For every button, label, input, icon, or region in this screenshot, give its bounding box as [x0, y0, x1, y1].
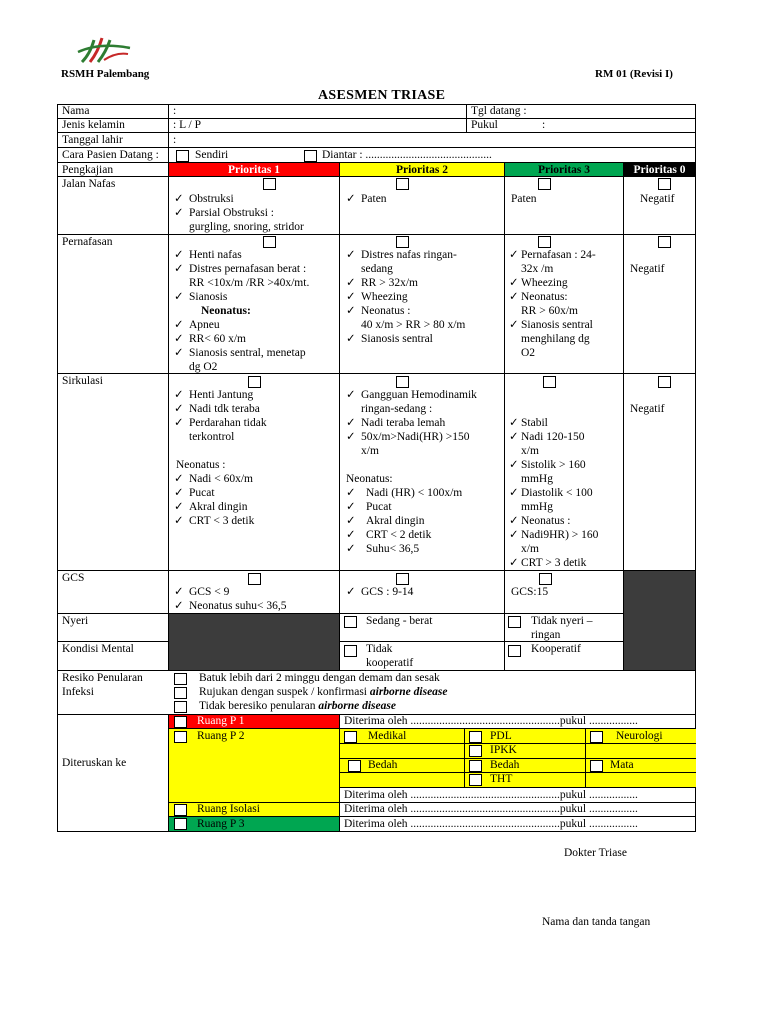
pernafasan-p2-list: [346, 248, 501, 346]
jalan-nafas-p1-list: [174, 192, 336, 234]
infeksi-opt2-checkbox[interactable]: [174, 687, 187, 699]
ruang-p1-label: Ruang P 1: [197, 715, 245, 727]
check-icon: ✓: [174, 207, 184, 219]
nyeri-label: Nyeri: [62, 615, 89, 627]
infeksi-opt3-text: Tidak beresiko penularan airborne disease: [199, 700, 396, 712]
ipkk-label: IPKK: [490, 744, 517, 756]
diterima-isolasi[interactable]: Diterima oleh ....................................................pukul .................: [344, 803, 638, 815]
list-item: ✓ CRT > 3 detik: [509, 557, 587, 569]
list-item: x/m: [521, 445, 539, 457]
list-item: ✓ Parsial Obstruksi :: [174, 207, 274, 219]
list-item: ✓ Sianosis: [174, 291, 228, 303]
check-icon: ✓: [174, 263, 184, 275]
list-item: Neonatus :: [176, 459, 226, 471]
check-icon: ✓: [174, 249, 184, 261]
list-item: ✓ Neonatus :: [509, 515, 571, 527]
gcs-p0-shaded: [624, 571, 695, 670]
pukul-label: Pukul: [471, 119, 498, 131]
check-icon: ✓: [346, 487, 356, 499]
hospital-logo: [76, 34, 134, 64]
list-item: ✓ Wheezing: [509, 277, 568, 289]
list-item: mmHg: [521, 473, 553, 485]
list-item: menghilang dg: [521, 333, 590, 345]
check-icon: ✓: [509, 515, 519, 527]
sendiri-label: Sendiri: [195, 149, 229, 161]
list-item: ✓ Apneu: [174, 319, 220, 331]
ruang-p2-checkbox[interactable]: [174, 731, 187, 743]
list-item: ringan-sedang :: [361, 403, 433, 415]
ruang-p2-label: Ruang P 2: [197, 730, 245, 742]
list-item: Neonatus:: [201, 305, 251, 317]
resiko-infeksi-label-1: Resiko Penularan: [62, 672, 143, 684]
list-item: x/m: [521, 543, 539, 555]
pukul-field[interactable]: :: [542, 119, 546, 131]
check-icon: ✓: [509, 249, 519, 261]
pernafasan-p1-list: [174, 248, 336, 374]
check-icon: ✓: [346, 389, 356, 401]
list-item: ✓ Diastolik < 100: [509, 487, 593, 499]
check-icon: ✓: [346, 291, 356, 303]
ruang-p3-checkbox[interactable]: [174, 818, 187, 830]
bedah-checkbox[interactable]: [348, 760, 361, 772]
list-item: ✓ Sistolik > 160: [509, 459, 586, 471]
check-icon: ✓: [346, 333, 356, 345]
diterima-p1[interactable]: Diterima oleh ....................................................pukul .................: [344, 715, 638, 727]
list-item: Neonatus:: [346, 473, 393, 485]
sirkulasi-label: Sirkulasi: [62, 375, 103, 387]
list-item: ✓ Akral dingin: [174, 501, 248, 513]
bedah-2-checkbox[interactable]: [469, 760, 482, 772]
gcs-p1-checkbox[interactable]: [248, 573, 261, 585]
list-item: ✓ Pernafasan : 24-: [509, 249, 596, 261]
list-item: x/m: [361, 445, 379, 457]
ruang-p2-fill: [169, 729, 339, 802]
kondisi-mental-label: Kondisi Mental: [62, 643, 134, 655]
nyeri-p3-checkbox[interactable]: [508, 616, 521, 628]
check-icon: ✓: [509, 431, 519, 443]
nyeri-p2-text: Sedang - berat: [366, 615, 433, 627]
tgl-datang-label[interactable]: Tgl datang :: [471, 105, 527, 117]
list-item: ✓ Distres nafas ringan-: [346, 249, 457, 261]
nama-label: Nama: [62, 105, 90, 117]
check-icon: ✓: [346, 515, 356, 527]
list-item: ✓ Henti nafas: [174, 249, 242, 261]
list-item: ✓ Neonatus:: [509, 291, 568, 303]
mental-p3-checkbox[interactable]: [508, 645, 521, 657]
gcs-p3-text: GCS:15: [511, 586, 549, 598]
check-icon: ✓: [346, 417, 356, 429]
gcs-p1-list: [174, 585, 336, 613]
check-icon: ✓: [509, 459, 519, 471]
mental-p2-checkbox[interactable]: [344, 645, 357, 657]
list-item: terkontrol: [189, 431, 235, 443]
neurologi-label: Neurologi: [616, 730, 663, 742]
list-item: ✓ Gangguan Hemodinamik: [346, 389, 477, 401]
list-item: ✓ 50x/m>Nadi(HR) >150: [346, 431, 470, 443]
form-code: RM 01 (Revisi I): [595, 68, 673, 80]
diterima-p3[interactable]: Diterima oleh ....................................................pukul .................: [344, 818, 638, 830]
check-icon: ✓: [346, 431, 356, 443]
pernafasan-label: Pernafasan: [62, 236, 113, 248]
ruang-p1-checkbox[interactable]: [174, 716, 187, 728]
check-icon: ✓: [346, 501, 356, 513]
list-item: ✓ GCS < 9: [174, 586, 230, 598]
pernafasan-p0-text: Negatif: [630, 263, 665, 275]
check-icon: ✓: [346, 586, 356, 598]
gcs-p2-list: [346, 585, 501, 599]
list-item: sedang: [361, 263, 393, 275]
check-icon: ✓: [509, 277, 519, 289]
check-icon: ✓: [174, 333, 184, 345]
list-item: mmHg: [521, 501, 553, 513]
check-icon: ✓: [174, 586, 184, 598]
check-icon: ✓: [346, 305, 356, 317]
nyeri-p2-checkbox[interactable]: [344, 616, 357, 628]
pernafasan-p2-checkbox[interactable]: [396, 236, 409, 248]
check-icon: ✓: [346, 193, 356, 205]
tht-checkbox[interactable]: [469, 774, 482, 786]
sirkulasi-p3-checkbox[interactable]: [543, 376, 556, 388]
sirkulasi-p0-checkbox[interactable]: [658, 376, 671, 388]
prioritas-1-header: Prioritas 1: [169, 163, 339, 176]
sirkulasi-p3-list: [509, 416, 621, 570]
list-item: ✓ Sianosis sentral: [509, 319, 593, 331]
sirkulasi-p1-list: [174, 388, 336, 528]
mata-checkbox[interactable]: [590, 760, 603, 772]
nyeri-p3-text-2: ringan: [531, 629, 561, 641]
list-item: ✓ Suhu< 36,5: [346, 543, 420, 555]
list-item: ✓ GCS : 9-14: [346, 586, 414, 598]
check-icon: ✓: [174, 389, 184, 401]
diantar-checkbox[interactable]: [304, 150, 317, 162]
nyeri-mental-p1-shaded: [169, 614, 339, 670]
ruang-p1-fill: [169, 715, 339, 728]
list-item: ✓ Wheezing: [346, 291, 408, 303]
prioritas-2-header: Prioritas 2: [340, 163, 504, 176]
list-item: ✓ Akral dingin: [346, 515, 425, 527]
sirkulasi-p1-checkbox[interactable]: [248, 376, 261, 388]
list-item: ✓ Distres pernafasan berat :: [174, 263, 307, 275]
jalan-nafas-p2-list: [346, 192, 501, 206]
ruang-p3-label: Ruang P 3: [197, 818, 245, 830]
check-icon: ✓: [174, 403, 184, 415]
list-item: dg O2: [189, 361, 218, 373]
sendiri-checkbox[interactable]: [176, 150, 189, 162]
gcs-p3-checkbox[interactable]: [539, 573, 552, 585]
list-item: ✓ RR< 60 x/m: [174, 333, 246, 345]
list-item: ✓ RR > 32x/m: [346, 277, 418, 289]
check-icon: ✓: [174, 473, 184, 485]
jalan-nafas-p3-text: Paten: [511, 193, 537, 205]
list-item: ✓ Nadi9HR) > 160: [509, 529, 599, 541]
jalan-nafas-p0-checkbox[interactable]: [658, 178, 671, 190]
list-item: 32x /m: [521, 263, 554, 275]
check-icon: ✓: [174, 347, 184, 359]
diantar-label[interactable]: Diantar : ............................................: [322, 149, 492, 161]
gcs-label: GCS: [62, 572, 85, 584]
jalan-nafas-p0-text: Negatif: [640, 193, 675, 205]
dokter-triase-label: Dokter Triase: [564, 847, 627, 859]
list-item: ✓ Nadi tdk teraba: [174, 403, 260, 415]
list-item: ✓ Perdarahan tidak: [174, 417, 267, 429]
check-icon: ✓: [346, 543, 356, 555]
mental-p2-text-1: Tidak: [366, 643, 393, 655]
check-icon: ✓: [509, 529, 519, 541]
list-item: ✓ Sianosis sentral, menetap: [174, 347, 306, 359]
check-icon: ✓: [509, 557, 519, 569]
check-icon: ✓: [174, 319, 184, 331]
medikal-label: Medikal: [368, 730, 407, 742]
ruang-p3-fill: [169, 817, 339, 831]
mental-p3-text: Kooperatif: [531, 643, 581, 655]
nama-ttd-label: Nama dan tanda tangan: [542, 916, 651, 928]
neurologi-checkbox[interactable]: [590, 731, 603, 743]
list-item: 40 x/m > RR > 80 x/m: [361, 319, 466, 331]
list-item: ✓ Pucat: [346, 501, 392, 513]
jalan-nafas-p3-checkbox[interactable]: [538, 178, 551, 190]
list-item: ✓ Obstruksi: [174, 193, 234, 205]
nyeri-p3-text-1: Tidak nyeri –: [531, 615, 593, 627]
prioritas-3-header: Prioritas 3: [505, 163, 623, 176]
tanggal-lahir-field[interactable]: :: [173, 134, 177, 146]
pdl-label: PDL: [490, 730, 512, 742]
tanggal-lahir-label: Tanggal lahir: [62, 134, 123, 146]
check-icon: ✓: [346, 277, 356, 289]
check-icon: ✓: [346, 529, 356, 541]
list-item: gurgling, snoring, stridor: [189, 221, 304, 233]
list-item: ✓ Paten: [346, 193, 387, 205]
sirkulasi-p0-text: Negatif: [630, 403, 665, 415]
list-item: ✓ Nadi teraba lemah: [346, 417, 446, 429]
list-item: RR <10x/m /RR >40x/mt.: [189, 277, 310, 289]
list-item: ✓ CRT < 3 detik: [174, 515, 255, 527]
pengkajian-label: Pengkajian: [62, 164, 114, 176]
gcs-p2-checkbox[interactable]: [396, 573, 409, 585]
check-icon: ✓: [174, 515, 184, 527]
list-item: ✓ Neonatus suhu< 36,5: [174, 600, 287, 612]
list-item: O2: [521, 347, 536, 359]
check-icon: ✓: [174, 501, 184, 513]
ipkk-checkbox[interactable]: [469, 745, 482, 757]
check-icon: ✓: [509, 319, 519, 331]
tht-label: THT: [490, 773, 513, 785]
hospital-name: RSMH Palembang: [61, 68, 150, 80]
pernafasan-p3-checkbox[interactable]: [538, 236, 551, 248]
list-item: ✓ Sianosis sentral: [346, 333, 433, 345]
jalan-nafas-p2-checkbox[interactable]: [396, 178, 409, 190]
list-item: ✓ Stabil: [509, 417, 548, 429]
check-icon: ✓: [174, 291, 184, 303]
ruang-isolasi-label: Ruang Isolasi: [197, 803, 260, 815]
list-item: ✓ Neonatus :: [346, 305, 411, 317]
infeksi-opt3-checkbox[interactable]: [174, 701, 187, 713]
form-title: ASESMEN TRIASE: [318, 88, 446, 103]
list-item: ✓ Nadi 120-150: [509, 431, 585, 443]
check-icon: ✓: [509, 291, 519, 303]
diterima-p2[interactable]: Diterima oleh ....................................................pukul .................: [344, 789, 638, 801]
check-icon: ✓: [174, 600, 184, 612]
check-icon: ✓: [346, 249, 356, 261]
list-item: RR > 60x/m: [521, 305, 578, 317]
infeksi-opt1-text: Batuk lebih dari 2 minggu dengan demam dan sesak: [199, 672, 440, 684]
pdl-checkbox[interactable]: [469, 731, 482, 743]
pernafasan-p3-list: [509, 248, 621, 360]
list-item: ✓ Henti Jantung: [174, 389, 254, 401]
check-icon: ✓: [174, 193, 184, 205]
check-icon: ✓: [509, 487, 519, 499]
sirkulasi-p2-checkbox[interactable]: [396, 376, 409, 388]
pernafasan-p1-checkbox[interactable]: [263, 236, 276, 248]
list-item: ✓ Nadi < 60x/m: [174, 473, 253, 485]
list-item: ✓ Pucat: [174, 487, 215, 499]
infeksi-opt2-text: Rujukan dengan suspek / konfirmasi airborne disease: [199, 686, 448, 698]
infeksi-opt1-checkbox[interactable]: [174, 673, 187, 685]
mental-p2-text-2: kooperatif: [366, 657, 414, 669]
jalan-nafas-p1-checkbox[interactable]: [263, 178, 276, 190]
medikal-checkbox[interactable]: [344, 731, 357, 743]
ruang-isolasi-checkbox[interactable]: [174, 804, 187, 816]
resiko-infeksi-label-2: Infeksi: [62, 686, 94, 698]
check-icon: ✓: [509, 417, 519, 429]
prioritas-0-header: Prioritas 0: [624, 163, 695, 176]
list-item: ✓ Nadi (HR) < 100x/m: [346, 487, 463, 499]
jenis-kelamin-field[interactable]: : L / P: [173, 119, 202, 131]
bedah-label: Bedah: [368, 759, 398, 771]
jenis-kelamin-label: Jenis kelamin: [62, 119, 125, 131]
jalan-nafas-label: Jalan Nafas: [62, 178, 116, 190]
mata-label: Mata: [610, 759, 634, 771]
check-icon: ✓: [174, 487, 184, 499]
check-icon: ✓: [174, 417, 184, 429]
nama-field[interactable]: :: [173, 105, 177, 117]
sirkulasi-p2-list: [346, 388, 502, 556]
bedah-2-label: Bedah: [490, 759, 520, 771]
cara-datang-label: Cara Pasien Datang :: [62, 149, 159, 161]
list-item: ✓ CRT < 2 detik: [346, 529, 432, 541]
diteruskan-label: Diteruskan ke: [62, 757, 127, 769]
pernafasan-p0-checkbox[interactable]: [658, 236, 671, 248]
